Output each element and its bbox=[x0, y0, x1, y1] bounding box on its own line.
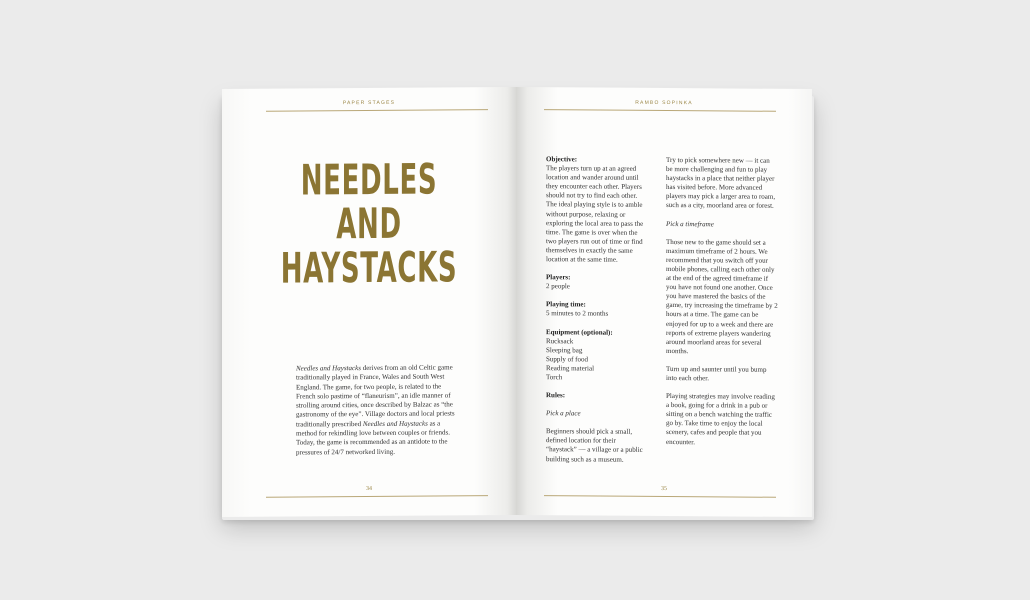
text-column-1 bbox=[546, 155, 648, 473]
title-line-1: NEEDLES bbox=[300, 154, 438, 205]
list-item: Rucksack bbox=[546, 336, 574, 345]
rules-block bbox=[546, 391, 648, 401]
pick-place-text: Beginners should pick a small, defined location for their “haystack” — a village or a public building such as a museum. bbox=[546, 427, 643, 464]
column2-paragraph-2: Those new to the game should set a maximum timeframe of 2 hours. We recommend that you switch off your mobile phones, calling each other only at the end of the agreed timeframe if you have not found one another. Once you have mastered the basics of the game, try increasing the timeframe by 2 hours at a time. The game can be enjoyed for up to a week and there are reports of extreme players wandering around moorland areas for several months. bbox=[666, 237, 778, 355]
list-item: Supply of food bbox=[546, 354, 588, 364]
column2-paragraph-4: Playing strategies may involve reading a book, going for a drink in a pub or sitting on a bench watching the traffic go by. Take time to enjoy the local scenery, cafes and people that you encounter. bbox=[666, 392, 775, 446]
intro-text-1: derives from an old Celtic game traditionally played in France, Wales and South West England. The game, for two people, is related to the French solo pastime of “flaneurism”, an idle manner of strolling around cities, once described by Balzac as “the gastronomy of the eye”. Village doctors and local priests traditionally prescribed bbox=[296, 363, 455, 429]
left-page bbox=[222, 87, 516, 517]
playing-time-label: Playing time: bbox=[546, 300, 586, 309]
footer-rule-right bbox=[544, 495, 776, 498]
list-item: Sleeping bag bbox=[546, 345, 583, 355]
running-head-right: RAMBO SOPINKA bbox=[635, 99, 693, 107]
list-item: Reading material bbox=[546, 364, 595, 373]
column2-paragraph-1: Try to pick somewhere new — it can be more challenging and fun to play haystacks in a place that neither player has visited before. More advanced players may pick a larger area to roam, such as a city, moorland area or forest. bbox=[666, 156, 776, 211]
page-title bbox=[278, 154, 460, 293]
playing-time-block bbox=[546, 300, 648, 319]
running-head-left: PAPER STAGES bbox=[342, 99, 396, 107]
text-column-2 bbox=[666, 156, 778, 456]
intro-text-2: as a method for rekindling love between couples or friends. Today, the game is recommended as an antidote to the pressures of 24/7 networked living. bbox=[296, 419, 450, 457]
title-line-2: AND bbox=[336, 198, 402, 249]
objective-block bbox=[546, 155, 648, 265]
equipment-label: Equipment (optional): bbox=[546, 327, 613, 337]
objective-label: Objective: bbox=[546, 155, 578, 164]
players-block bbox=[546, 273, 648, 292]
list-item: Torch bbox=[546, 373, 563, 382]
playing-time-value: 5 minutes to 2 months bbox=[546, 309, 609, 319]
intro-emphasis-2: Needles and Haystacks bbox=[362, 419, 428, 428]
page-number-left: 34 bbox=[366, 485, 372, 493]
pick-place-paragraph bbox=[546, 427, 648, 464]
header-rule-right bbox=[544, 109, 776, 112]
title-line-3: HAYSTACKS bbox=[280, 242, 458, 293]
footer-rule-left bbox=[266, 495, 488, 498]
pick-place-heading bbox=[546, 409, 648, 419]
players-label: Players: bbox=[546, 273, 571, 282]
equipment-block bbox=[546, 328, 648, 383]
header-rule-left bbox=[266, 109, 488, 112]
column2-paragraph-3: Turn up and saunter until you bump into each other. bbox=[666, 364, 767, 383]
pick-timeframe-label: Pick a timeframe bbox=[666, 219, 714, 228]
pick-place-label: Pick a place bbox=[546, 409, 581, 418]
players-value: 2 people bbox=[546, 282, 570, 291]
page-number-right: 35 bbox=[661, 485, 667, 493]
rules-label: Rules: bbox=[546, 391, 566, 400]
intro-paragraph bbox=[296, 363, 456, 457]
intro-emphasis-1: Needles and Haystacks bbox=[296, 364, 361, 373]
objective-text: The players turn up at an agreed location and wander around until they encounter each other. Players should not try to find each other. The ideal playing style is to amble without purpose, relaxing or exploring the local area to pass the time. The game is over when the two players run out of time or find themselves in exactly the same location at the same time. bbox=[546, 164, 644, 264]
right-page bbox=[516, 87, 812, 517]
